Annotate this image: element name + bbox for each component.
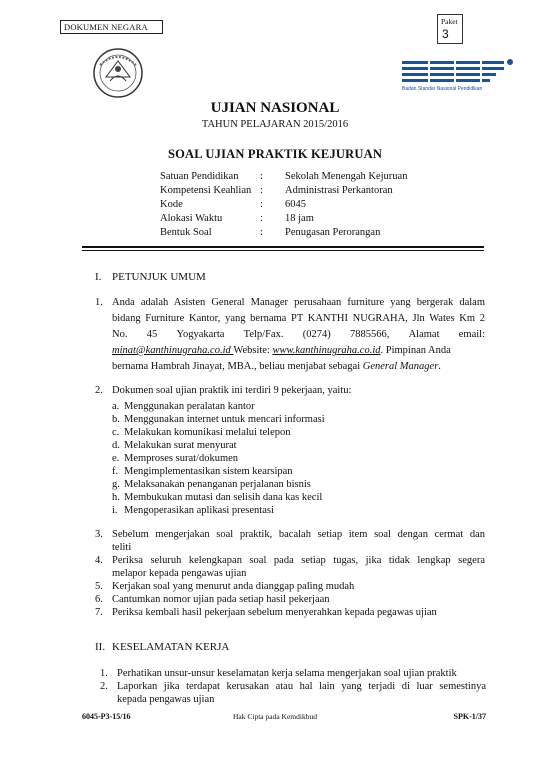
list-item: 1. Perhatikan unsur-unsur keselamatan kerja selama mengerjakan soal ujian praktik <box>100 668 457 679</box>
address-line: No. 45 Yogyakarta Telp/Fax. (0274) 7885566, Alamat email: <box>112 329 485 340</box>
list-item: 3. Sebelum mengerjakan soal praktik, bacalah setiap item soal dengan cermat dan teliti <box>95 529 485 553</box>
section-heading-petunjuk: I. PETUNJUK UMUM <box>95 271 206 283</box>
info-row: Bentuk Soal : Penugasan Perorangan <box>160 227 381 238</box>
bsnp-logo-icon <box>400 57 520 93</box>
section-heading-keselamatan: II. KESELAMATAN KERJA <box>95 641 230 653</box>
list-item: d. Melakukan surat menyurat <box>112 440 237 451</box>
job-list <box>95 400 485 517</box>
exam-year: TAHUN PELAJARAN 2015/2016 <box>201 119 349 130</box>
instruction-items-3-7 <box>95 528 485 619</box>
list-item: 4. Periksa seluruh kelengkapan soal pada setiap tugas, jika tidak lengkap segera melapor kepada pengawas ujian <box>95 555 485 579</box>
info-row: Alokasi Waktu : 18 jam <box>160 213 314 224</box>
list-item: e. Memproses surat/dokumen <box>112 453 239 464</box>
list-item: b. Menggunakan internet untuk mencari informasi <box>112 414 325 425</box>
list-item: 2. Laporkan jika terdapat kerusakan atau hal lain yang terjadi di luar semestinya kepada pengawas ujian <box>100 681 486 705</box>
header-divider-thin <box>82 250 484 251</box>
contact-line: minat@kanthinugraha.co.id Website: www.kanthinugraha.co.id. Pimpinan Anda <box>112 345 451 356</box>
paket-label: Paket <box>441 17 458 26</box>
list-item: h. Membukukan mutasi dan selisih dana kas kecil <box>112 492 323 503</box>
info-row: Kode : 6045 <box>160 199 306 210</box>
list-item: 7. Periksa kembali hasil pekerjaan sebelum menyerahkan kepada pegawas ujian <box>95 607 437 618</box>
list-item: c. Melakukan komunikasi melalui telepon <box>112 427 291 438</box>
footer-code: 6045-P3-15/16 <box>82 712 131 721</box>
info-row: Kompetensi Keahlian : Administrasi Perkantoran <box>160 185 393 196</box>
tut-wuri-handayani-emblem-icon <box>90 47 146 99</box>
safety-items <box>100 667 486 706</box>
list-item: a. Menggunakan peralatan kantor <box>112 401 255 412</box>
list-item: i. Mengoperasikan aplikasi presentasi <box>112 505 274 516</box>
list-item: 6. Cantumkan nomor ujian pada setiap hasil pekerjaan <box>95 594 330 605</box>
website-link[interactable]: www.kanthinugraha.co.id <box>272 345 381 356</box>
list-item: 5. Kerjakan soal yang menurut anda dianggap paling mudah <box>95 581 355 592</box>
instruction-item-2: 2. Dokumen soal ujian praktik ini terdiri 9 pekerjaan, yaitu: a. Menggunakan peralatan kantor b. Menggunakan internet untuk mencari informasi c. Melakukan komunikasi melalui telepon d. Melakukan surat menyurat e. Memproses surat/dokumen f. Mengimplementasikan sistem kearsipan g. Melaksanakan penanganan perjalanan bisnis h. Membukukan mutasi dan selisih dana kas kecil i. Mengoperasikan aplikasi presentasi <box>95 384 485 517</box>
footer-copyright: Hak Cipta pada Kemdikbud <box>233 712 317 721</box>
bsnp-caption: Badan Standar Nasional Pendidikan <box>402 86 483 92</box>
info-row: Satuan Pendidikan : Sekolah Menengah Kejuruan <box>160 171 408 182</box>
footer-page: SPK-1/37 <box>453 712 486 721</box>
document-classification-label: DOKUMEN NEGARA <box>60 20 163 34</box>
email-link[interactable]: minat@kanthinugraha.co.id <box>112 345 234 356</box>
paket-box <box>437 14 463 44</box>
info-table <box>160 170 407 240</box>
list-item: g. Melaksanakan penanganan perjalanan bisnis <box>112 479 311 490</box>
paket-number: 3 <box>442 27 449 41</box>
exam-title: UJIAN NASIONAL <box>210 100 340 116</box>
list-item: f. Mengimplementasikan sistem kearsipan <box>112 466 293 477</box>
header-divider <box>82 246 484 248</box>
instruction-item-1: 1. Anda adalah Asisten General Manager perusahaan furniture yang bergerak dalam bidang Furniture Kantor, yang bernama PT KANTHI NUGRAHA, Jln Wates Km 2 No. 45 Yogyakarta Telp/Fax. (0274) 7885566, Alamat email: minat@kanthinugraha.co.id Website: www.kanthinugraha.co.id. Pimpinan Anda bernama Hambrah Jinayat, MBA., beliau menjabat sebagai General Manager. <box>95 297 485 372</box>
soal-title: SOAL UJIAN PRAKTIK KEJURUAN <box>167 147 383 161</box>
